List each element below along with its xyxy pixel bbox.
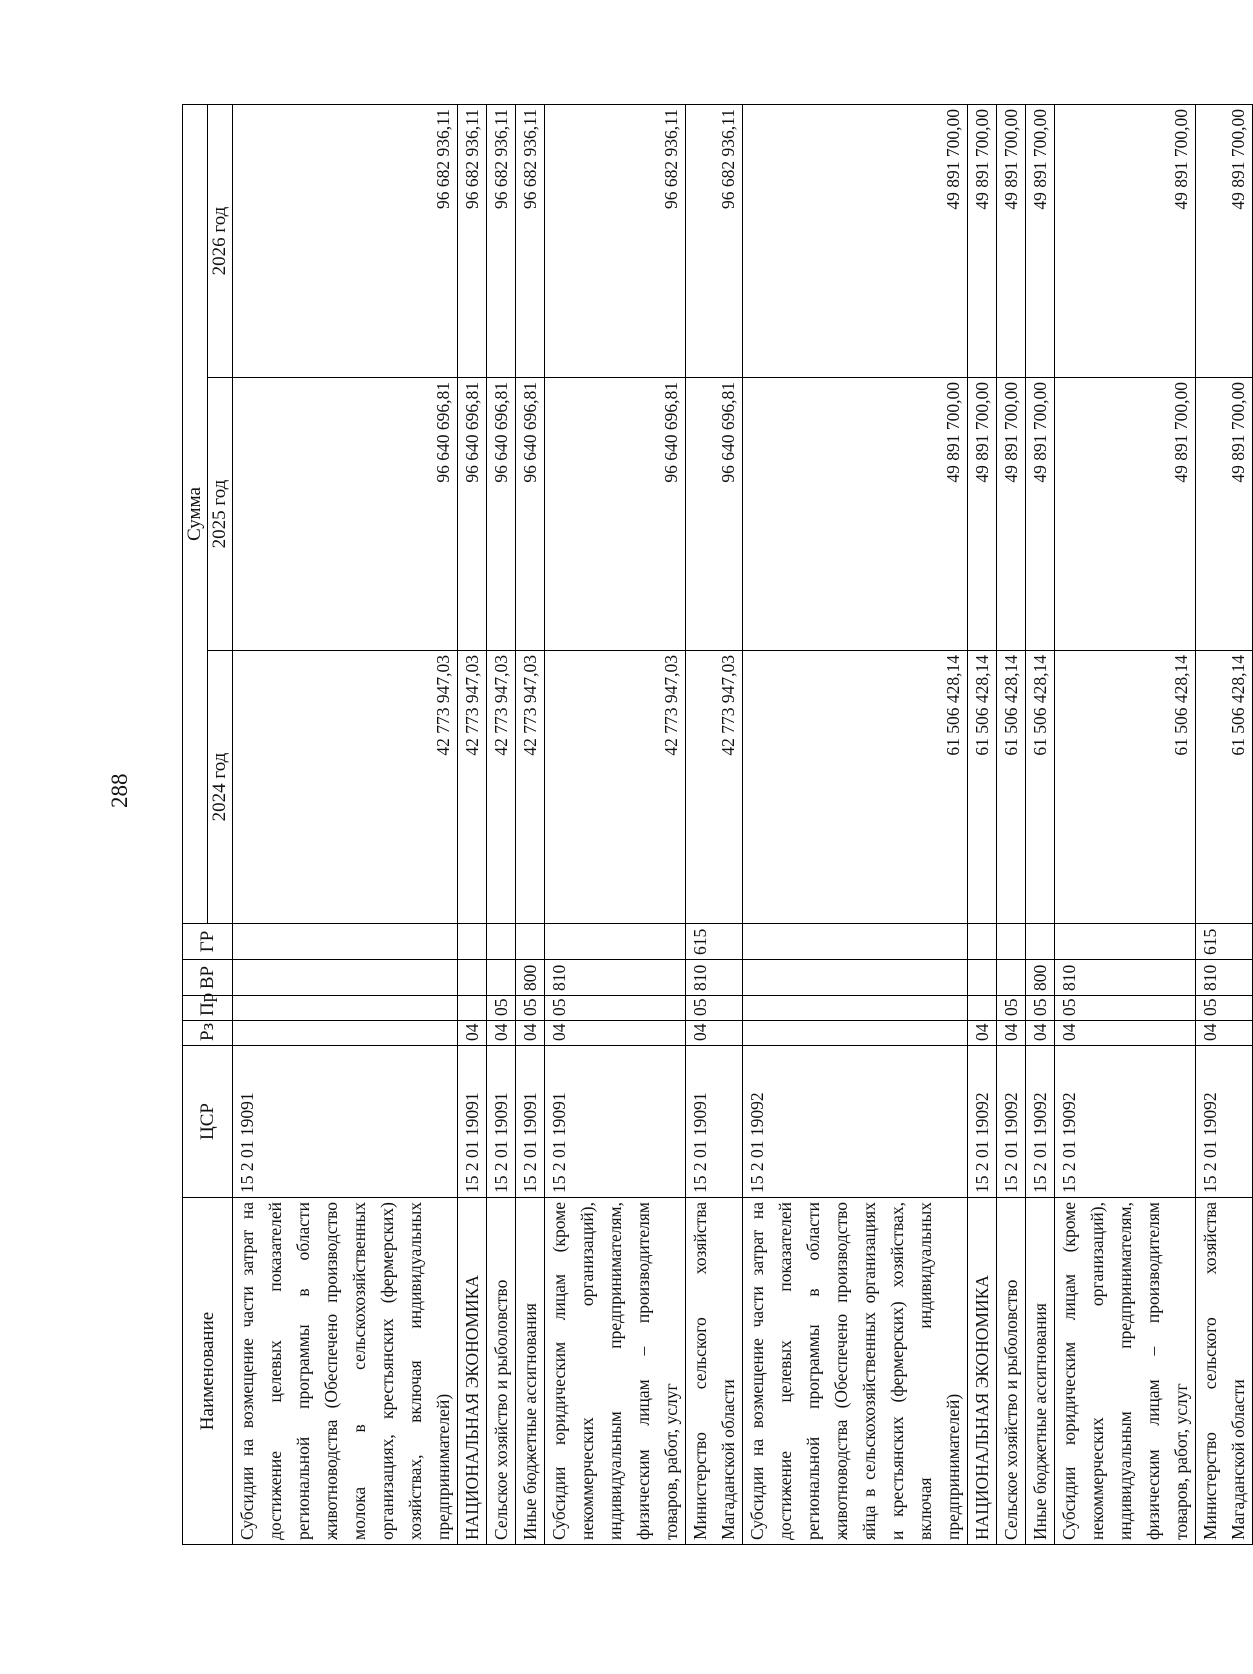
row-rz: 04 <box>997 1021 1026 1046</box>
row-csr: 15 2 01 19092 <box>968 1046 997 1198</box>
row-rz: 04 <box>487 1021 516 1046</box>
row-gr: 615 <box>686 924 743 960</box>
row-amount-2026: 49 891 700,00 <box>997 105 1026 378</box>
budget-table-page <box>182 105 1248 1545</box>
row-csr: 15 2 01 19091 <box>487 1046 516 1198</box>
row-amount-2024: 42 773 947,03 <box>545 651 686 924</box>
table-body <box>233 105 1253 1545</box>
row-rz: 04 <box>545 1021 686 1046</box>
row-gr <box>545 924 686 960</box>
row-amount-2025: 96 640 696,81 <box>545 378 686 651</box>
row-name: Субсидии юридическим лицам (кроме некоммерческих организаций), индивидуальным предпринимателям, физическим лицам – производителям товаров, работ, услуг <box>545 1198 686 1545</box>
row-amount-2024: 42 773 947,03 <box>487 651 516 924</box>
row-amount-2025: 49 891 700,00 <box>968 378 997 651</box>
row-name: НАЦИОНАЛЬНАЯ ЭКОНОМИКА <box>968 1198 997 1545</box>
header-year-2025: 2025 год <box>208 378 233 651</box>
row-pr: 05 <box>487 996 516 1021</box>
row-name: Субсидии на возмещение части затрат на достижение целевых показателей региональной программы в области животноводства (Обеспечено производство молока в сельскохозяйственных организациях, крестьянских (фермерских) хозяйствах, включая индивидуальных предпринимателей) <box>233 1198 458 1545</box>
row-gr <box>968 924 997 960</box>
table-row <box>968 105 997 1545</box>
row-vr <box>487 960 516 996</box>
row-gr <box>458 924 487 960</box>
row-pr: 05 <box>1026 996 1055 1021</box>
table-row <box>686 105 743 1545</box>
row-amount-2025: 96 640 696,81 <box>516 378 545 651</box>
row-pr <box>233 996 458 1021</box>
row-amount-2026: 96 682 936,11 <box>487 105 516 378</box>
row-vr: 810 <box>686 960 743 996</box>
row-name: НАЦИОНАЛЬНАЯ ЭКОНОМИКА <box>458 1198 487 1545</box>
row-rz: 04 <box>1026 1021 1055 1046</box>
row-amount-2026: 96 682 936,11 <box>233 105 458 378</box>
row-pr: 05 <box>997 996 1026 1021</box>
row-amount-2026: 96 682 936,11 <box>686 105 743 378</box>
row-csr: 15 2 01 19092 <box>1196 1046 1253 1198</box>
row-name: Иные бюджетные ассигнования <box>516 1198 545 1545</box>
row-rz: 04 <box>1196 1021 1253 1046</box>
table-row <box>233 105 458 1545</box>
row-gr <box>997 924 1026 960</box>
row-vr <box>997 960 1026 996</box>
row-gr <box>1026 924 1055 960</box>
header-year-2024: 2024 год <box>208 651 233 924</box>
row-name: Иные бюджетные ассигнования <box>1026 1198 1055 1545</box>
table-row <box>997 105 1026 1545</box>
row-gr <box>1055 924 1196 960</box>
row-vr: 800 <box>516 960 545 996</box>
row-csr: 15 2 01 19091 <box>545 1046 686 1198</box>
table-row <box>1196 105 1253 1545</box>
row-amount-2024: 42 773 947,03 <box>516 651 545 924</box>
row-amount-2024: 61 506 428,14 <box>1055 651 1196 924</box>
row-amount-2024: 61 506 428,14 <box>997 651 1026 924</box>
row-name: Сельское хозяйство и рыболовство <box>487 1198 516 1545</box>
row-gr <box>487 924 516 960</box>
row-amount-2026: 49 891 700,00 <box>743 105 968 378</box>
table-row <box>458 105 487 1545</box>
row-amount-2025: 49 891 700,00 <box>1196 378 1253 651</box>
header-year-2026: 2026 год <box>208 105 233 378</box>
header-name: Наименование <box>183 1198 233 1545</box>
row-pr <box>968 996 997 1021</box>
row-csr: 15 2 01 19092 <box>1055 1046 1196 1198</box>
row-gr <box>743 924 968 960</box>
row-amount-2024: 61 506 428,14 <box>1026 651 1055 924</box>
row-amount-2024: 42 773 947,03 <box>458 651 487 924</box>
budget-table <box>182 104 1253 1545</box>
table-row <box>516 105 545 1545</box>
header-pr: Пр <box>183 996 233 1021</box>
row-amount-2026: 49 891 700,00 <box>968 105 997 378</box>
row-amount-2024: 61 506 428,14 <box>968 651 997 924</box>
row-amount-2025: 49 891 700,00 <box>1026 378 1055 651</box>
table-row <box>1026 105 1055 1545</box>
row-amount-2026: 96 682 936,11 <box>458 105 487 378</box>
row-vr: 810 <box>1196 960 1253 996</box>
row-csr: 15 2 01 19091 <box>686 1046 743 1198</box>
row-vr: 810 <box>1055 960 1196 996</box>
row-vr: 800 <box>1026 960 1055 996</box>
row-pr: 05 <box>516 996 545 1021</box>
row-name: Субсидии юридическим лицам (кроме некоммерческих организаций), индивидуальным предпринимателям, физическим лицам – производителям товаров, работ, услуг <box>1055 1198 1196 1545</box>
row-name: Министерство сельского хозяйства Магаданской области <box>1196 1198 1253 1545</box>
row-csr: 15 2 01 19092 <box>743 1046 968 1198</box>
row-amount-2025: 49 891 700,00 <box>1055 378 1196 651</box>
row-vr <box>233 960 458 996</box>
row-csr: 15 2 01 19092 <box>997 1046 1026 1198</box>
row-amount-2024: 61 506 428,14 <box>743 651 968 924</box>
row-vr <box>743 960 968 996</box>
row-amount-2026: 49 891 700,00 <box>1196 105 1253 378</box>
row-amount-2025: 96 640 696,81 <box>686 378 743 651</box>
table-row <box>545 105 686 1545</box>
header-gr: ГР <box>183 924 233 960</box>
row-name: Министерство сельского хозяйства Магаданской области <box>686 1198 743 1545</box>
row-pr: 05 <box>1055 996 1196 1021</box>
row-csr: 15 2 01 19092 <box>1026 1046 1055 1198</box>
row-pr <box>458 996 487 1021</box>
row-gr <box>516 924 545 960</box>
row-csr: 15 2 01 19091 <box>516 1046 545 1198</box>
row-pr <box>743 996 968 1021</box>
header-csr: ЦСР <box>183 1046 233 1198</box>
row-vr <box>458 960 487 996</box>
row-amount-2026: 96 682 936,11 <box>516 105 545 378</box>
header-sum: Сумма <box>183 105 208 924</box>
row-amount-2025: 96 640 696,81 <box>458 378 487 651</box>
row-gr <box>233 924 458 960</box>
row-rz <box>743 1021 968 1046</box>
row-amount-2026: 96 682 936,11 <box>545 105 686 378</box>
row-pr: 05 <box>1196 996 1253 1021</box>
row-name: Субсидии на возмещение части затрат на достижение целевых показателей региональной программы в области животноводства (Обеспечено производство яйца в сельскохозяйственных организациях и крестьянских (фермерских) хозяйствах, включая индивидуальных предпринимателей) <box>743 1198 968 1545</box>
table-row <box>487 105 516 1545</box>
row-amount-2024: 42 773 947,03 <box>686 651 743 924</box>
table-row <box>1055 105 1196 1545</box>
table-row <box>743 105 968 1545</box>
row-gr: 615 <box>1196 924 1253 960</box>
row-rz: 04 <box>686 1021 743 1046</box>
row-amount-2024: 42 773 947,03 <box>233 651 458 924</box>
row-vr: 810 <box>545 960 686 996</box>
row-amount-2025: 96 640 696,81 <box>233 378 458 651</box>
row-pr: 05 <box>686 996 743 1021</box>
row-amount-2026: 49 891 700,00 <box>1026 105 1055 378</box>
page-number: 288 <box>107 773 132 808</box>
row-name: Сельское хозяйство и рыболовство <box>997 1198 1026 1545</box>
row-rz <box>233 1021 458 1046</box>
header-vr: ВР <box>183 960 233 996</box>
row-amount-2025: 49 891 700,00 <box>743 378 968 651</box>
row-amount-2025: 96 640 696,81 <box>487 378 516 651</box>
row-rz: 04 <box>516 1021 545 1046</box>
row-csr: 15 2 01 19091 <box>233 1046 458 1198</box>
header-rz: Рз <box>183 1021 233 1046</box>
row-pr: 05 <box>545 996 686 1021</box>
row-amount-2025: 49 891 700,00 <box>997 378 1026 651</box>
row-vr <box>968 960 997 996</box>
row-csr: 15 2 01 19091 <box>458 1046 487 1198</box>
row-rz: 04 <box>968 1021 997 1046</box>
row-amount-2026: 49 891 700,00 <box>1055 105 1196 378</box>
row-rz: 04 <box>1055 1021 1196 1046</box>
row-amount-2024: 61 506 428,14 <box>1196 651 1253 924</box>
row-rz: 04 <box>458 1021 487 1046</box>
